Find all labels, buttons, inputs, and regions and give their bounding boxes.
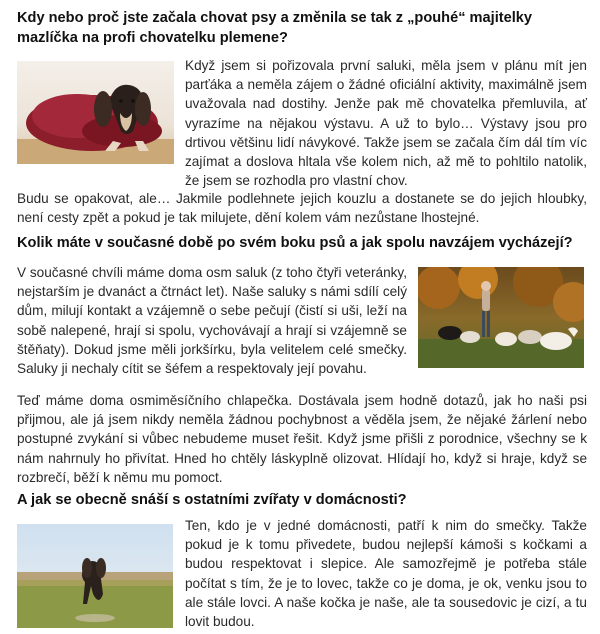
question-heading-2: Kolik máte v současné době po svém boku psů a jak spolu navzájem vycházejí? <box>17 235 573 251</box>
woman-with-saluki-pack-photo <box>418 267 584 368</box>
saluki-on-blanket-photo <box>17 61 174 164</box>
saluki-running-field-photo <box>17 524 173 628</box>
answer-paragraph-2a: V současné chvíli máme doma osm saluk (z toho čtyři veteránky, nejstarším je dvanáct a čtrnáct let). Naše saluky s námi sdílí celý dům, milují kontakt a vzájemně o sebe pečují (čistí si uši, leží na sobě nalepené, hrají si spolu, vychovávají a hrají si vzájemně se štěňaty). Dokud jsme měli jorkšírku, byla velitelem celé smečky. Saluky ji nechaly cítit se šéfem a respektovaly její povahu. <box>17 265 407 377</box>
answer-paragraph-1a: Když jsem si pořizovala první saluki, měla jsem v plánu mít jen parťáka a neměla zájem o žádné oficiální aktivity, maximálně jsem uvažovala nad dostihy. Jenže pak mě chovatelka přemluvila, ať vyrazíme na nějakou výstavu. A už to bylo… Výstavy jsou pro drtivou většinu lidí návykové. Takže jsem se začala čím dál tím víc zajímat a doslova hltala vše kolem nich, až mě to pohltilo natolik, že jsem se rozhodla pro vlastní chov. <box>185 58 587 189</box>
answer-paragraph-1b: Budu se opakovat, ale… Jakmile podlehnete jejich kouzlu a dostanete se do jejich hloubky, není cesty zpět a pokud je tak milujete, dění kolem vám nezůstane lhostejné. <box>17 191 587 226</box>
answer-paragraph-2b: Teď máme doma osmiměsíčního chlapečka. Dostávala jsem hodně dotazů, jak ho naši psi přijmou, ale já jsem nikdy neměla žádnou pochybnost a věděla jsem, že nějaké žárlení nebo postupné zvykání si vůbec nebudeme muset řešit. Když jsme přišli z porodnice, všechny se k nám nahrnuly ho přivítat. Hned ho chtěly láskyplně olizovat. Hlídají ho, když si hraje, když se rozbrečí, běží k němu mu pomoct. <box>17 393 587 485</box>
question-heading-3: A jak se obecně snáší s ostatními zvířaty v domácnosti? <box>17 492 407 508</box>
question-heading-1: Kdy nebo proč jste začala chovat psy a změnila se tak z „pouhé“ majitelky mazlíčka na profi chovatelku plemene? <box>17 10 533 46</box>
answer-paragraph-3: Ten, kdo je v jedné domácnosti, patří k nim do smečky. Takže pokud je k tomu přivedete, budou nejlepší kámoši s kočkami a budou respektovat i slepice. Ale samozřejmě je potřeba stále počítat s tím, že je to lovec, takže co je doma, je ok, venku jsou to ale stále lovci. A naše kočka je naše, ale ta sousedovic je cizí, a tu lovit budou. <box>185 518 587 630</box>
